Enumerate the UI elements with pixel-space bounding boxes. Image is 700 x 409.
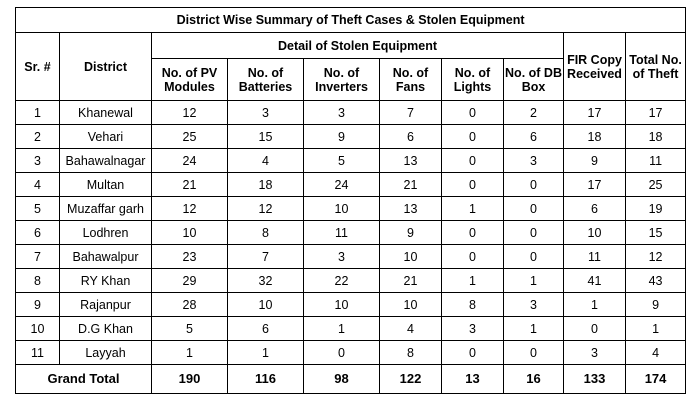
cell-fans: 10 xyxy=(380,293,442,317)
cell-lights: 3 xyxy=(442,317,504,341)
total-lights: 13 xyxy=(442,365,504,394)
cell-lights: 1 xyxy=(442,269,504,293)
header-fans: No. of Fans xyxy=(380,59,442,101)
cell-inverters: 1 xyxy=(304,317,380,341)
cell-sr: 8 xyxy=(16,269,60,293)
cell-batteries: 6 xyxy=(228,317,304,341)
cell-lights: 0 xyxy=(442,221,504,245)
cell-district: Lodhren xyxy=(60,221,152,245)
cell-db-box: 6 xyxy=(504,125,564,149)
table-row xyxy=(16,221,686,245)
cell-lights: 0 xyxy=(442,341,504,365)
cell-sr: 9 xyxy=(16,293,60,317)
cell-lights: 1 xyxy=(442,197,504,221)
table-row xyxy=(16,173,686,197)
cell-total: 18 xyxy=(626,125,686,149)
cell-batteries: 1 xyxy=(228,341,304,365)
table-row xyxy=(16,293,686,317)
total-theft: 174 xyxy=(626,365,686,394)
cell-total: 1 xyxy=(626,317,686,341)
cell-fans: 21 xyxy=(380,173,442,197)
cell-pv: 5 xyxy=(152,317,228,341)
table-row xyxy=(16,197,686,221)
theft-summary-document xyxy=(15,7,685,394)
cell-total: 4 xyxy=(626,341,686,365)
cell-pv: 12 xyxy=(152,197,228,221)
cell-inverters: 22 xyxy=(304,269,380,293)
cell-fans: 21 xyxy=(380,269,442,293)
cell-db-box: 0 xyxy=(504,173,564,197)
cell-db-box: 1 xyxy=(504,269,564,293)
cell-district: D.G Khan xyxy=(60,317,152,341)
table-title: District Wise Summary of Theft Cases & Stolen Equipment xyxy=(16,8,686,33)
table-row xyxy=(16,149,686,173)
table-row xyxy=(16,125,686,149)
cell-fir: 11 xyxy=(564,245,626,269)
total-pv: 190 xyxy=(152,365,228,394)
cell-fans: 7 xyxy=(380,101,442,125)
cell-sr: 1 xyxy=(16,101,60,125)
cell-fans: 13 xyxy=(380,149,442,173)
cell-pv: 24 xyxy=(152,149,228,173)
cell-total: 9 xyxy=(626,293,686,317)
cell-pv: 28 xyxy=(152,293,228,317)
table-row xyxy=(16,269,686,293)
header-total: Total No. of Theft xyxy=(626,33,686,101)
cell-fir: 9 xyxy=(564,149,626,173)
cell-pv: 12 xyxy=(152,101,228,125)
cell-sr: 4 xyxy=(16,173,60,197)
cell-fans: 4 xyxy=(380,317,442,341)
cell-db-box: 3 xyxy=(504,149,564,173)
cell-pv: 21 xyxy=(152,173,228,197)
cell-inverters: 10 xyxy=(304,197,380,221)
cell-inverters: 10 xyxy=(304,293,380,317)
cell-fir: 1 xyxy=(564,293,626,317)
cell-total: 15 xyxy=(626,221,686,245)
cell-pv: 25 xyxy=(152,125,228,149)
cell-total: 17 xyxy=(626,101,686,125)
cell-inverters: 5 xyxy=(304,149,380,173)
cell-fans: 6 xyxy=(380,125,442,149)
cell-sr: 2 xyxy=(16,125,60,149)
table-row xyxy=(16,101,686,125)
header-inverters: No. of Inverters xyxy=(304,59,380,101)
cell-inverters: 0 xyxy=(304,341,380,365)
cell-fans: 9 xyxy=(380,221,442,245)
cell-fans: 10 xyxy=(380,245,442,269)
header-lights: No. of Lights xyxy=(442,59,504,101)
total-fir: 133 xyxy=(564,365,626,394)
total-fans: 122 xyxy=(380,365,442,394)
cell-fir: 41 xyxy=(564,269,626,293)
cell-lights: 8 xyxy=(442,293,504,317)
cell-batteries: 10 xyxy=(228,293,304,317)
cell-batteries: 15 xyxy=(228,125,304,149)
grand-total-row xyxy=(16,365,686,394)
cell-fir: 3 xyxy=(564,341,626,365)
cell-batteries: 4 xyxy=(228,149,304,173)
cell-total: 43 xyxy=(626,269,686,293)
cell-sr: 7 xyxy=(16,245,60,269)
cell-district: Khanewal xyxy=(60,101,152,125)
cell-pv: 1 xyxy=(152,341,228,365)
cell-batteries: 18 xyxy=(228,173,304,197)
header-fir: FIR Copy Received xyxy=(564,33,626,101)
cell-sr: 6 xyxy=(16,221,60,245)
cell-batteries: 32 xyxy=(228,269,304,293)
cell-inverters: 9 xyxy=(304,125,380,149)
cell-total: 12 xyxy=(626,245,686,269)
header-district: District xyxy=(60,33,152,101)
cell-inverters: 3 xyxy=(304,245,380,269)
cell-db-box: 0 xyxy=(504,221,564,245)
cell-district: Rajanpur xyxy=(60,293,152,317)
cell-db-box: 0 xyxy=(504,197,564,221)
cell-inverters: 11 xyxy=(304,221,380,245)
cell-sr: 5 xyxy=(16,197,60,221)
cell-total: 19 xyxy=(626,197,686,221)
cell-db-box: 2 xyxy=(504,101,564,125)
cell-fir: 10 xyxy=(564,221,626,245)
table-row xyxy=(16,317,686,341)
cell-district: RY Khan xyxy=(60,269,152,293)
cell-sr: 10 xyxy=(16,317,60,341)
header-detail-group: Detail of Stolen Equipment xyxy=(152,33,564,59)
cell-total: 11 xyxy=(626,149,686,173)
cell-inverters: 3 xyxy=(304,101,380,125)
total-batteries: 116 xyxy=(228,365,304,394)
header-batteries: No. of Batteries xyxy=(228,59,304,101)
cell-district: Layyah xyxy=(60,341,152,365)
header-db-box: No. of DB Box xyxy=(504,59,564,101)
cell-total: 25 xyxy=(626,173,686,197)
cell-db-box: 1 xyxy=(504,317,564,341)
cell-batteries: 3 xyxy=(228,101,304,125)
cell-lights: 0 xyxy=(442,125,504,149)
cell-fir: 0 xyxy=(564,317,626,341)
cell-db-box: 0 xyxy=(504,245,564,269)
cell-fir: 18 xyxy=(564,125,626,149)
cell-inverters: 24 xyxy=(304,173,380,197)
table-row xyxy=(16,245,686,269)
cell-fir: 17 xyxy=(564,173,626,197)
cell-pv: 23 xyxy=(152,245,228,269)
cell-fir: 6 xyxy=(564,197,626,221)
cell-fir: 17 xyxy=(564,101,626,125)
cell-pv: 29 xyxy=(152,269,228,293)
header-pv-modules: No. of PV Modules xyxy=(152,59,228,101)
cell-district: Multan xyxy=(60,173,152,197)
cell-district: Muzaffar garh xyxy=(60,197,152,221)
cell-lights: 0 xyxy=(442,173,504,197)
cell-batteries: 8 xyxy=(228,221,304,245)
cell-fans: 13 xyxy=(380,197,442,221)
theft-summary-table xyxy=(15,7,686,394)
cell-db-box: 3 xyxy=(504,293,564,317)
cell-lights: 0 xyxy=(442,101,504,125)
table-row xyxy=(16,341,686,365)
cell-db-box: 0 xyxy=(504,341,564,365)
cell-sr: 3 xyxy=(16,149,60,173)
cell-pv: 10 xyxy=(152,221,228,245)
cell-district: Bahawalnagar xyxy=(60,149,152,173)
cell-fans: 8 xyxy=(380,341,442,365)
cell-lights: 0 xyxy=(442,245,504,269)
cell-batteries: 7 xyxy=(228,245,304,269)
header-sr: Sr. # xyxy=(16,33,60,101)
cell-batteries: 12 xyxy=(228,197,304,221)
total-inverters: 98 xyxy=(304,365,380,394)
cell-lights: 0 xyxy=(442,149,504,173)
grand-total-label: Grand Total xyxy=(16,365,152,394)
total-db-box: 16 xyxy=(504,365,564,394)
cell-district: Bahawalpur xyxy=(60,245,152,269)
cell-district: Vehari xyxy=(60,125,152,149)
cell-sr: 11 xyxy=(16,341,60,365)
